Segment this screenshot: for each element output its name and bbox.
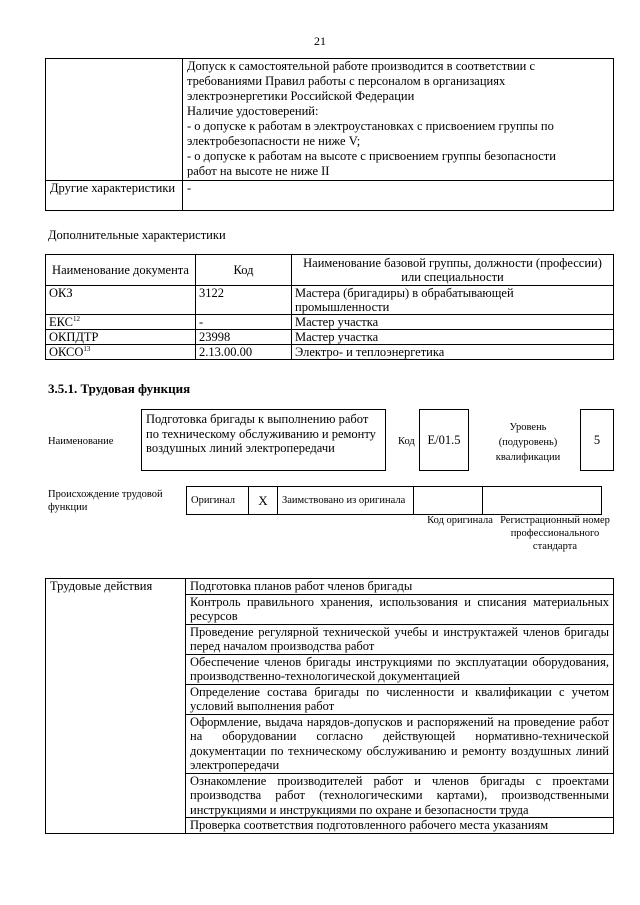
admission-line: электроэнергетики Российской Федерации: [187, 89, 415, 103]
group-name: Мастера (бригадиры) в обрабатывающей промышленности: [292, 286, 614, 315]
labor-action-item: Контроль правильного хранения, использования и списания материальных ресурсов: [186, 594, 614, 624]
empty-label-cell: [46, 59, 183, 181]
page-number: 21: [314, 34, 326, 48]
doc-name: ОКСО: [49, 345, 84, 359]
function-origin-label: Происхождение трудовой функции: [48, 489, 163, 513]
admission-line: Допуск к самостоятельной работе производится в соответствии с: [187, 59, 536, 73]
doc-name: ОКЗ: [49, 286, 73, 300]
labor-actions-table: [45, 578, 614, 834]
labor-action-item: Подготовка планов работ членов бригады: [186, 579, 614, 595]
header-group-name: Наименование базовой группы, должности (профессии) или специальности: [292, 255, 614, 286]
admission-line: требованиями Правил работы с персоналом в организациях: [187, 74, 506, 88]
doc-code: 3122: [196, 286, 292, 315]
group-name: Мастер участка: [292, 315, 614, 330]
other-characteristics-label: Другие характеристики: [46, 181, 183, 211]
admission-line: Наличие удостоверений:: [187, 104, 319, 118]
qualification-level-value: 5: [580, 409, 614, 471]
doc-name: ОКПДТР: [49, 330, 99, 344]
additional-characteristics-table: [45, 254, 614, 360]
labor-action-item: Определение состава бригады по численности и квалификации с учетом условий выполнения работ: [186, 684, 614, 714]
other-characteristics-value: -: [183, 181, 614, 211]
doc-name: ЕКС: [49, 315, 73, 329]
labor-action-item: Ознакомление производителей работ и членов бригады с проектами производства работ (технологическими картами), производственными инструкциями и инструкциями по охране и безопасности труда: [186, 773, 614, 818]
qualification-level-label: Уровень (подуровень) квалификации: [495, 422, 561, 463]
admission-line: электробезопасности не ниже V;: [187, 134, 361, 148]
function-name-value: Подготовка бригады к выполнению работ по техническому обслуживанию и ремонту воздушных линий электропередачи: [141, 409, 386, 471]
additional-characteristics-title: Дополнительные характеристики: [48, 228, 226, 242]
table-row: [46, 345, 614, 360]
doc-code: 2.13.00.00: [196, 345, 292, 360]
function-code-value: E/01.5: [419, 409, 469, 471]
qualification-requirements-table: [45, 58, 614, 211]
doc-code: 23998: [196, 330, 292, 345]
doc-code: -: [196, 315, 292, 330]
admission-line: работ на высоте не ниже II: [187, 164, 330, 178]
table-row: [46, 315, 614, 330]
labor-actions-label: Трудовые действия: [46, 579, 186, 834]
labor-action-item: Обеспечение членов бригады инструкциями по эксплуатации оборудования, производственно-технологической документацией: [186, 654, 614, 684]
origin-table: [186, 486, 602, 515]
function-name-label: Наименование: [48, 436, 114, 447]
original-mark: X: [249, 487, 278, 515]
labor-action-item: Оформление, выдача нарядов-допусков и распоряжений на проведение работ на оборудовании согласно действующей нормативно-технической документации по техническому обслуживанию и ремонту воздушных линий электропередачи: [186, 714, 614, 773]
code-original-caption: Код оригинала: [427, 515, 493, 526]
table-row: [46, 330, 614, 345]
section-title: 3.5.1. Трудовая функция: [48, 381, 191, 396]
footnote-ref: 13: [83, 344, 91, 353]
labor-action-item: Проведение регулярной технической учебы и инструктажей членов бригады перед началом производства работ: [186, 624, 614, 654]
admission-line: - о допуске к работам в электроустановках с присвоением группы по: [187, 119, 554, 133]
header-code: Код: [196, 255, 292, 286]
admission-line: - о допуске к работам на высоте с присвоением группы безопасности: [187, 149, 556, 163]
header-document: Наименование документа: [46, 255, 196, 286]
group-name: Мастер участка: [292, 330, 614, 345]
group-name: Электро- и теплоэнергетика: [292, 345, 614, 360]
function-code-label: Код: [398, 436, 415, 447]
original-label: Оригинал: [187, 487, 249, 515]
reg-number-cell: [483, 487, 602, 515]
labor-action-item: Проверка соответствия подготовленного рабочего места указаниям: [186, 818, 614, 834]
reg-number-caption: Регистрационный номер профессионального стандарта: [500, 515, 610, 552]
borrowed-label: Заимствовано из оригинала: [278, 487, 414, 515]
admission-requirements-cell: [183, 59, 614, 181]
code-original-cell: [414, 487, 483, 515]
table-row: [46, 286, 614, 315]
footnote-ref: 12: [73, 314, 80, 323]
